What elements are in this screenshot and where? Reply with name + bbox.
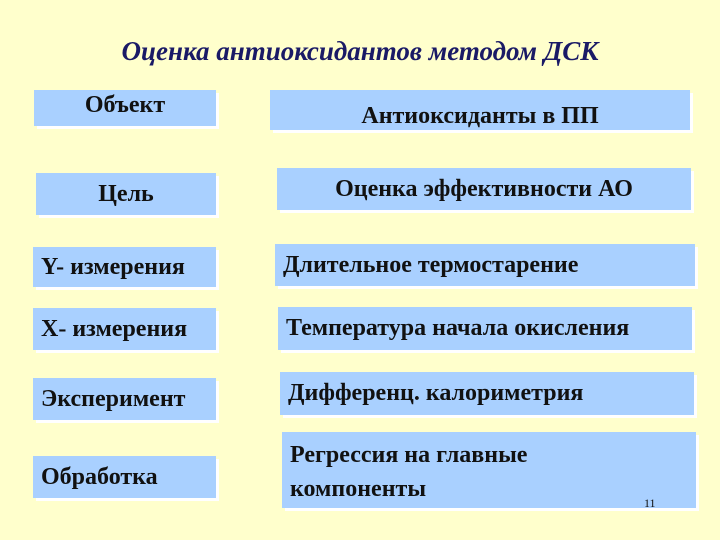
label-goal: Цель [36, 173, 216, 215]
value-processing: Регрессия на главные компоненты [282, 432, 696, 508]
value-x-measure: Температура начала окисления [278, 307, 692, 350]
label-object: Объект [34, 90, 216, 126]
value-goal: Оценка эффективности АО [277, 168, 691, 210]
label-processing: Обработка [33, 456, 216, 498]
value-experiment: Дифференц. калориметрия [280, 372, 694, 415]
page-number: 11 [644, 496, 656, 510]
slide-title: Оценка антиоксидантов методом ДСК [121, 36, 599, 66]
label-experiment: Эксперимент [33, 378, 216, 420]
value-y-measure: Длительное термостарение [275, 244, 695, 286]
label-x-measure: X- измерения [33, 308, 216, 350]
value-object: Антиоксиданты в ПП [270, 90, 690, 130]
label-y-measure: Y- измерения [33, 247, 216, 287]
